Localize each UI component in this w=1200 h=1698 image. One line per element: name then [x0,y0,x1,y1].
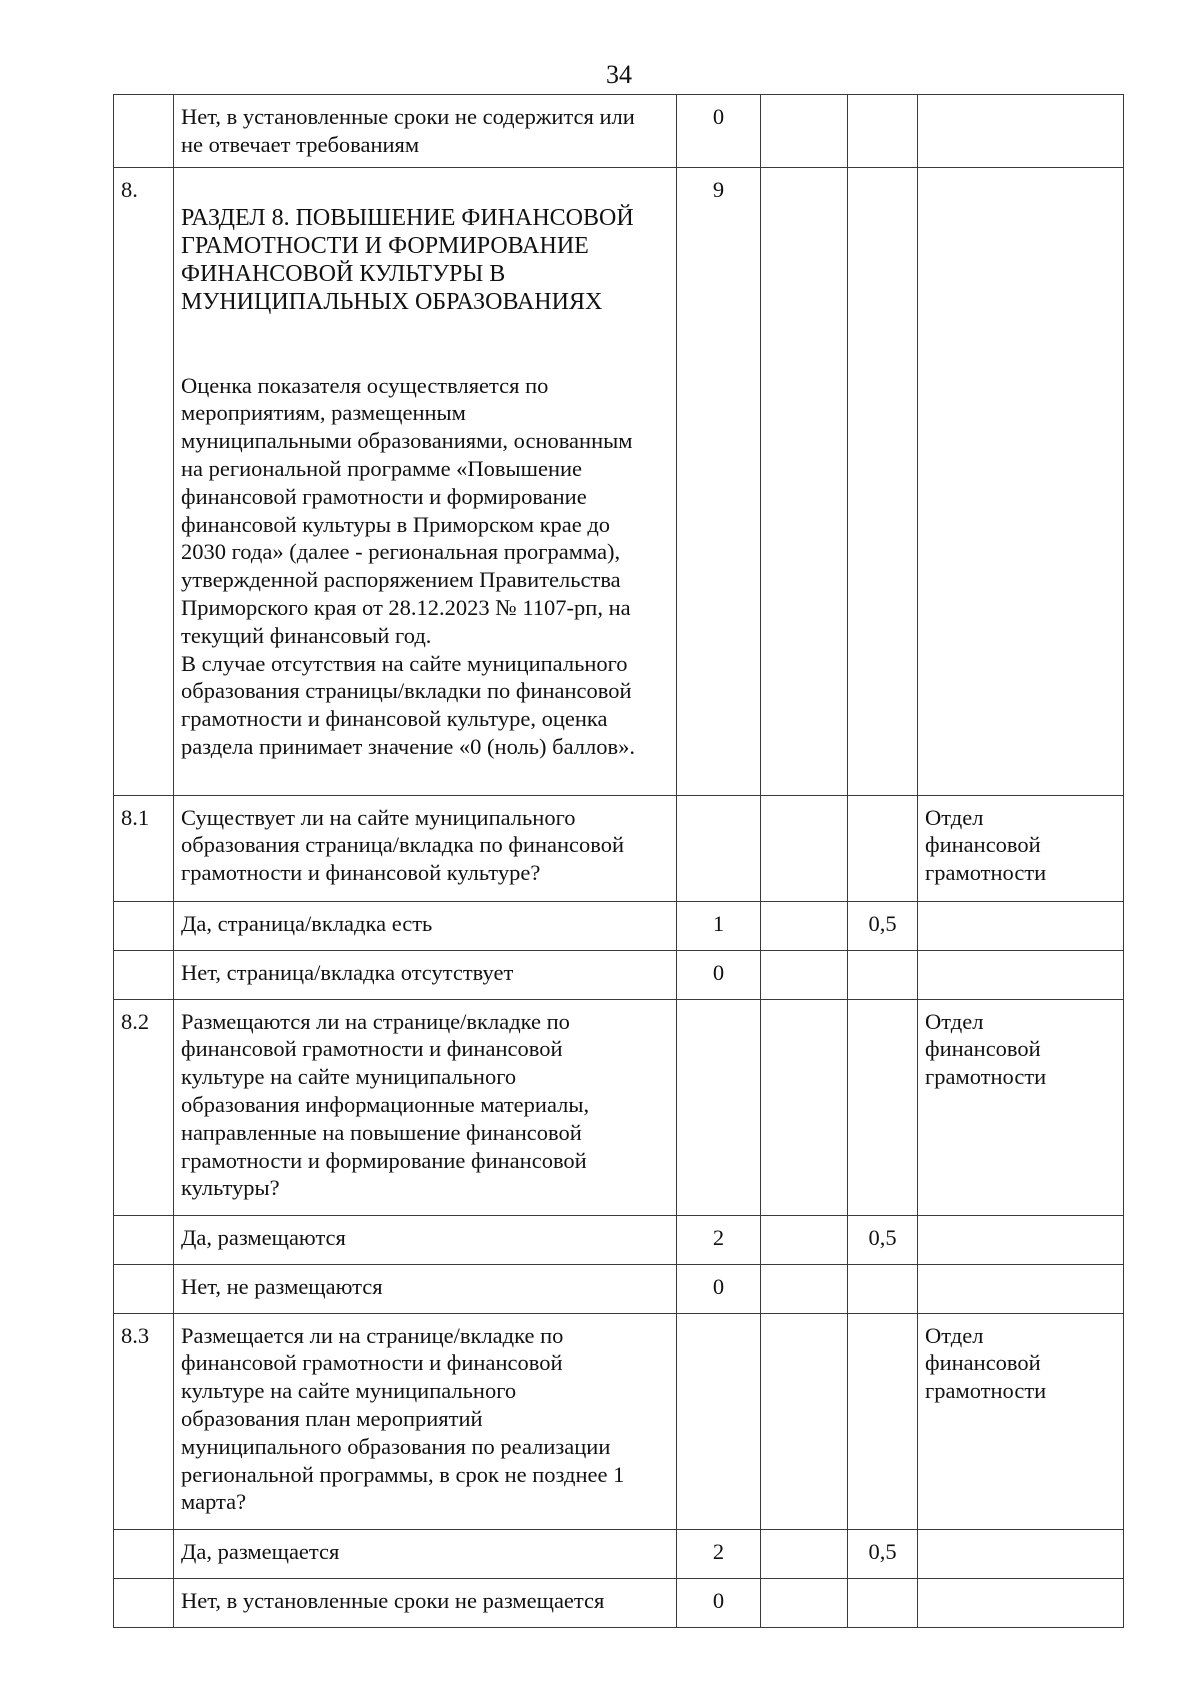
row-score: 0 [677,95,761,168]
row-col4 [761,168,848,796]
page-number: 34 [606,60,632,89]
row-weight [848,950,918,999]
row-text: Да, размещается [174,1529,677,1578]
row-number [114,1578,174,1627]
table-row [114,1313,1124,1529]
table-row [114,1529,1124,1578]
row-responsible [918,95,1124,168]
row-col4 [761,795,848,901]
row-score [677,795,761,901]
row-number [114,1215,174,1264]
row-number [114,1264,174,1313]
row-score [677,1313,761,1529]
table-row [114,1215,1124,1264]
row-number [114,1529,174,1578]
row-text: Нет, страница/вкладка отсутствует [174,950,677,999]
row-col4 [761,901,848,950]
section-description: Оценка показателя осуществляется по мероприятиям, размещенным муниципальными образованиями, основанным на региональной программе «Повышение финансовой грамотности и формирование финансовой культуры в Приморском крае до 2030 года» (далее - региональная программа), утвержденной распоряжением Правительства Приморского края от 28.12.2023 № 1107-рп, на текущий финансовый год. В случае отсутствия на сайте муниципального образования страницы/вкладки по финансовой грамотности и финансовой культуре, оценка раздела принимает значение «0 (ноль) баллов». [181,372,635,759]
row-weight: 0,5 [848,1529,918,1578]
row-text: Существует ли на сайте муниципального образования страница/вкладка по финансовой грамотности и финансовой культуре? [174,795,677,901]
row-col4 [761,1313,848,1529]
row-text: Да, размещаются [174,1215,677,1264]
row-weight [848,168,918,796]
section-number: 8. [114,168,174,796]
row-score [677,999,761,1215]
row-weight [848,95,918,168]
row-score: 2 [677,1215,761,1264]
row-weight: 0,5 [848,1215,918,1264]
row-responsible [918,1264,1124,1313]
section-score: 9 [677,168,761,796]
row-weight: 0,5 [848,901,918,950]
row-responsible: Отдел финансовой грамотности [918,795,1124,901]
row-responsible [918,901,1124,950]
row-col4 [761,1264,848,1313]
row-col4 [761,950,848,999]
row-number: 8.1 [114,795,174,901]
row-score: 1 [677,901,761,950]
row-weight [848,1313,918,1529]
table-row [114,1264,1124,1313]
row-weight [848,795,918,901]
row-text: Размещается ли на странице/вкладке по финансовой грамотности и финансовой культуре на сайте муниципального образования план мероприятий муниципального образования по реализации региональной программы, в срок не позднее 1 марта? [174,1313,677,1529]
row-score: 2 [677,1529,761,1578]
section-row [114,168,1124,796]
row-responsible [918,1215,1124,1264]
table-row [114,1578,1124,1627]
section-cell [174,168,677,796]
row-number: 8.2 [114,999,174,1215]
row-col4 [761,1529,848,1578]
row-responsible [918,168,1124,796]
row-col4 [761,1215,848,1264]
row-col4 [761,1578,848,1627]
row-responsible [918,1578,1124,1627]
row-weight [848,999,918,1215]
row-number: 8.3 [114,1313,174,1529]
row-weight [848,1264,918,1313]
row-number [114,95,174,168]
table-row [114,950,1124,999]
table-row [114,901,1124,950]
row-text: Да, страница/вкладка есть [174,901,677,950]
row-responsible [918,1529,1124,1578]
row-score: 0 [677,1264,761,1313]
row-score: 0 [677,1578,761,1627]
table-row [114,999,1124,1215]
row-number [114,901,174,950]
table-row [114,95,1124,168]
table-row [114,795,1124,901]
row-score: 0 [677,950,761,999]
row-col4 [761,999,848,1215]
row-text: Размещаются ли на странице/вкладке по финансовой грамотности и финансовой культуре на сайте муниципального образования информационные материалы, направленные на повышение финансовой грамотности и формирование финансовой культуры? [174,999,677,1215]
row-responsible: Отдел финансовой грамотности [918,999,1124,1215]
row-responsible: Отдел финансовой грамотности [918,1313,1124,1529]
row-number [114,950,174,999]
criteria-table [113,94,1124,1628]
row-weight [848,1578,918,1627]
row-text: Нет, в установленные сроки не содержится или не отвечает требованиям [174,95,677,168]
section-title: РАЗДЕЛ 8. ПОВЫШЕНИЕ ФИНАНСОВОЙ ГРАМОТНОСТИ И ФОРМИРОВАНИЕ ФИНАНСОВОЙ КУЛЬТУРЫ В МУНИЦИПАЛЬНЫХ ОБРАЗОВАНИЯХ [181,204,634,315]
row-text: Нет, не размещаются [174,1264,677,1313]
row-col4 [761,95,848,168]
row-responsible [918,950,1124,999]
row-text: Нет, в установленные сроки не размещается [174,1578,677,1627]
